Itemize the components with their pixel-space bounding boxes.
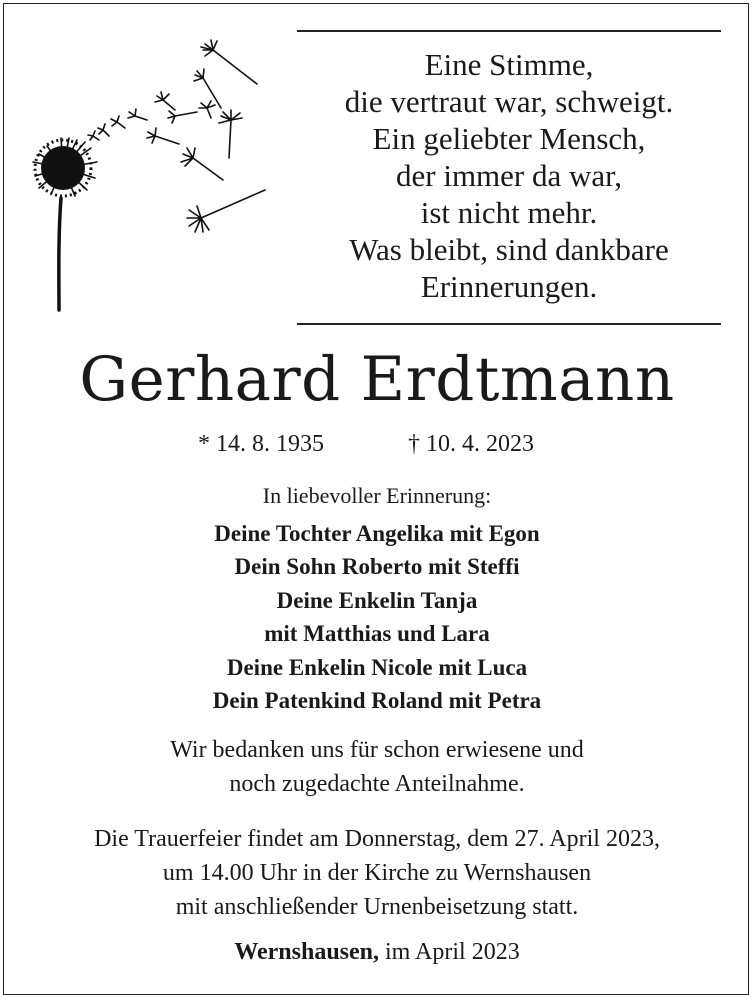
service-line: mit anschließender Urnenbeisetzung statt. [175,894,579,920]
life-dates [0,428,754,460]
poem-line: ist nicht mehr. [420,195,598,230]
closing-city: Wernshausen, [234,939,380,965]
mourner-line: Deine Enkelin Tanja [276,587,478,613]
top-rule [297,30,721,32]
service-info [0,822,754,924]
poem-line: Eine Stimme, [424,47,594,82]
mourner-line: Deine Enkelin Nicole mit Luca [226,654,528,680]
service-line: um 14.00 Uhr in der Kirche zu Wernshausen [162,860,592,886]
birth-date: * 14. 8. 1935 [198,431,324,457]
closing-date: im April 2023 [379,939,520,965]
poem-line: die vertraut war, schweigt. [344,84,674,119]
mourners-list [0,517,754,717]
bottom-rule [297,323,721,325]
death-date: † 10. 4. 2023 [408,431,534,457]
mourners-intro: In liebevoller Erinnerung: [262,483,492,508]
place-date [0,935,754,969]
poem-line: Ein geliebter Mensch, [372,121,646,156]
dandelion-icon [25,38,275,318]
mourner-line: mit Matthias und Lara [264,621,490,647]
poem-line: Was bleibt, sind dankbare [349,232,669,267]
thanks-line: Wir bedanken uns für schon erwiesene und [170,737,584,763]
mourner-line: Dein Patenkind Roland mit Petra [212,688,542,714]
thanks-line: noch zugedachte Anteilnahme. [229,771,525,797]
poem-line: der immer da war, [396,158,622,193]
deceased-name: Gerhard Erdtmann [79,344,675,415]
poem [297,46,721,305]
thanks-text [0,733,754,801]
service-line: Die Trauerfeier findet am Donnerstag, dem 27. April 2023, [94,826,660,852]
mourner-line: Dein Sohn Roberto mit Steffi [234,554,520,580]
mourner-line: Deine Tochter Angelika mit Egon [214,521,540,546]
poem-line: Erinnerungen. [420,269,598,304]
